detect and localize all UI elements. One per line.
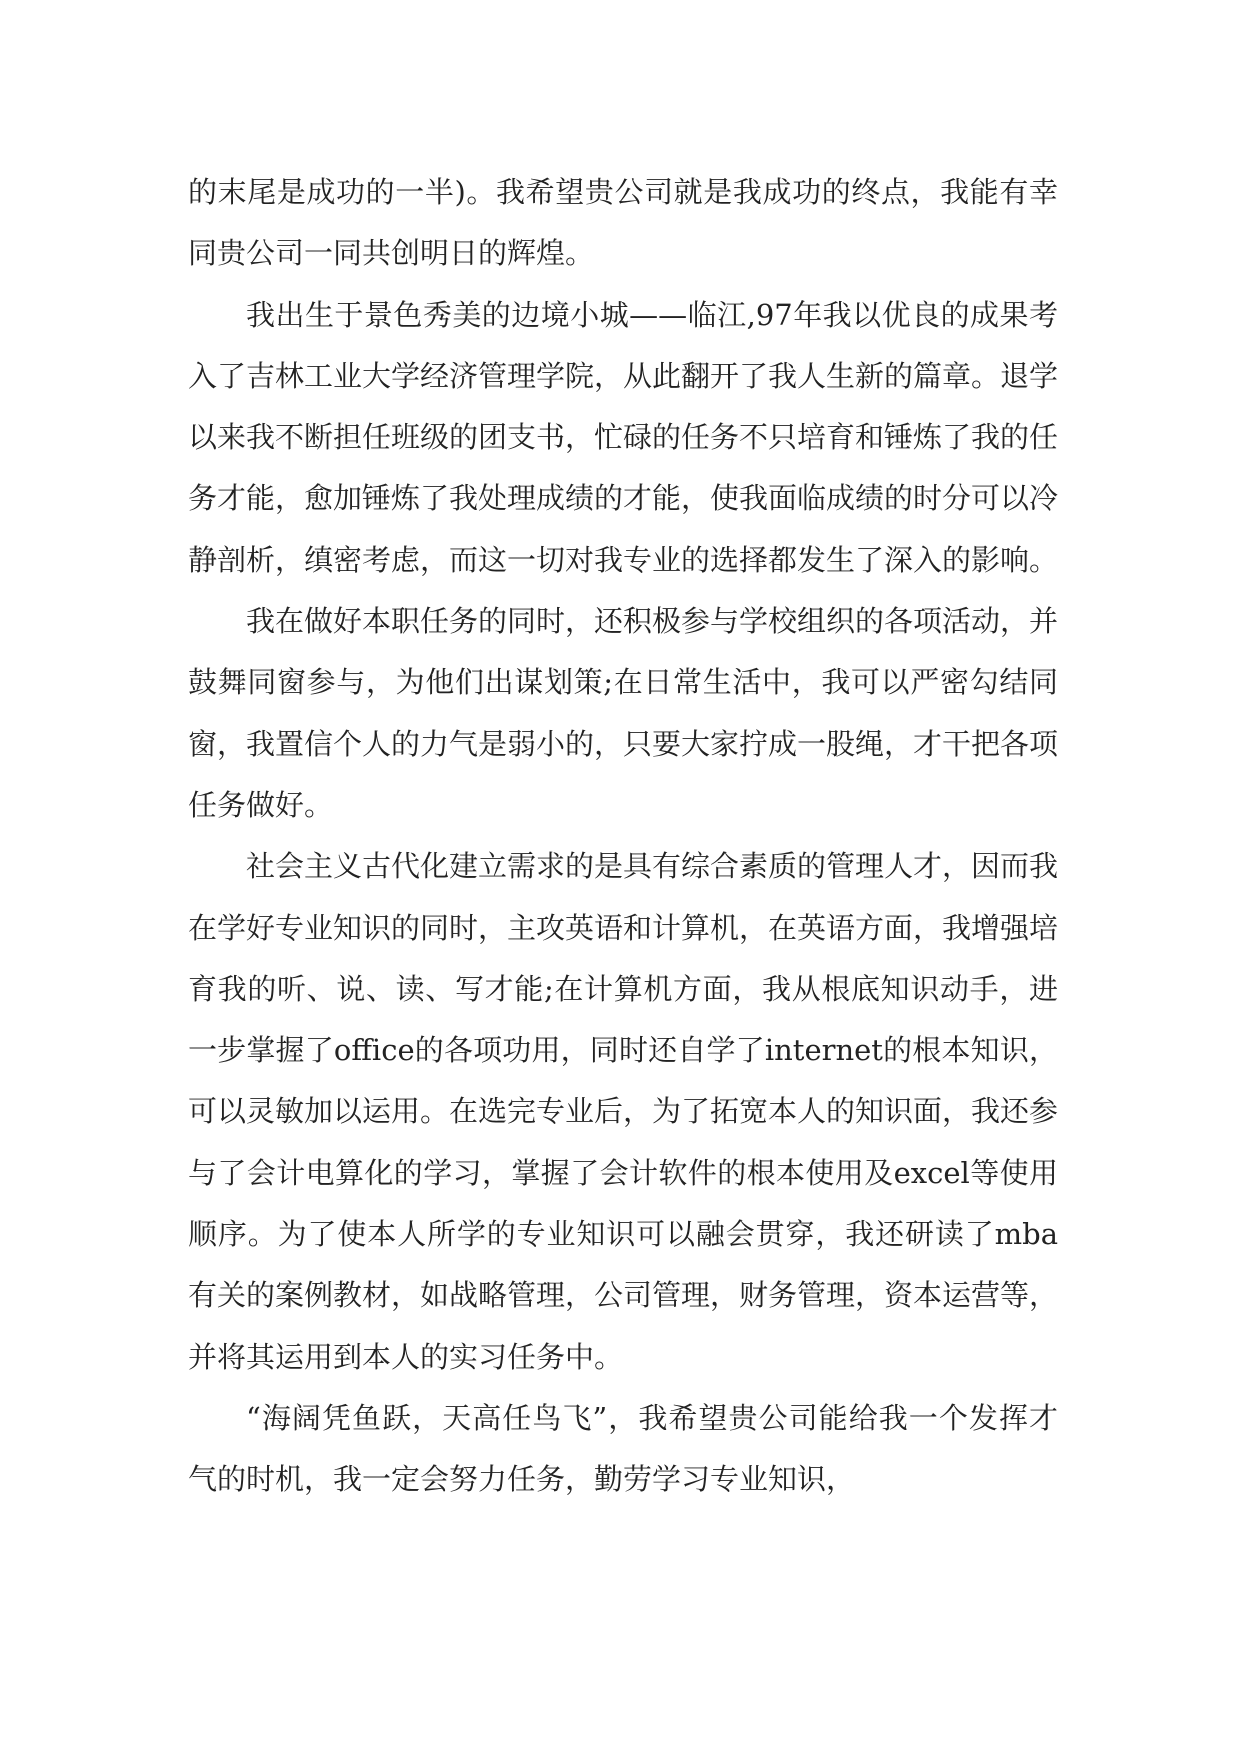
paragraph-background: 我出生于景色秀美的边境小城——临江,97年我以优良的成果考入了吉林工业大学经济管理学院，从此翻开了我人生新的篇章。退学以来我不断担任班级的团支书，忙碌的任务不只培育和锤炼了我的任务才能，愈加锤炼了我处理成绩的才能，使我面临成绩的时分可以冷静剖析，缜密考虑，而这一切对我专业的选择都发生了深入的影响。	[188, 297, 1059, 577]
document-body	[188, 162, 1058, 1511]
paragraph-activities: 我在做好本职任务的同时，还积极参与学校组织的各项活动，并鼓舞同窗参与，为他们出谋划策;在日常生活中，我可以严密勾结同窗，我置信个人的力气是弱小的，只要大家拧成一股绳，才干把各项任务做好。	[188, 604, 1059, 822]
paragraph-closing: “海阔凭鱼跃，天高任鸟飞”，我希望贵公司能给我一个发挥才气的时机，我一定会努力任务，勤劳学习专业知识，	[188, 1400, 1058, 1497]
paragraph-continuation: 的末尾是成功的一半)。我希望贵公司就是我成功的终点，我能有幸同贵公司一同共创明日的辉煌。	[188, 175, 1058, 271]
paragraph-skills: 社会主义古代化建立需求的是具有综合素质的管理人才，因而我在学好专业知识的同时，主攻英语和计算机，在英语方面，我增强培育我的听、说、读、写才能;在计算机方面，我从根底知识动手，进一步掌握了office的各项功用，同时还自学了internet的根本知识，可以灵敏加以运用。在选完专业后，为了拓宽本人的知识面，我还参与了会计电算化的学习，掌握了会计软件的根本使用及excel等使用顺序。为了使本人所学的专业知识可以融会贯穿，我还研读了mba有关的案例教材，如战略管理，公司管理，财务管理，资本运营等，并将其运用到本人的实习任务中。	[188, 849, 1059, 1374]
